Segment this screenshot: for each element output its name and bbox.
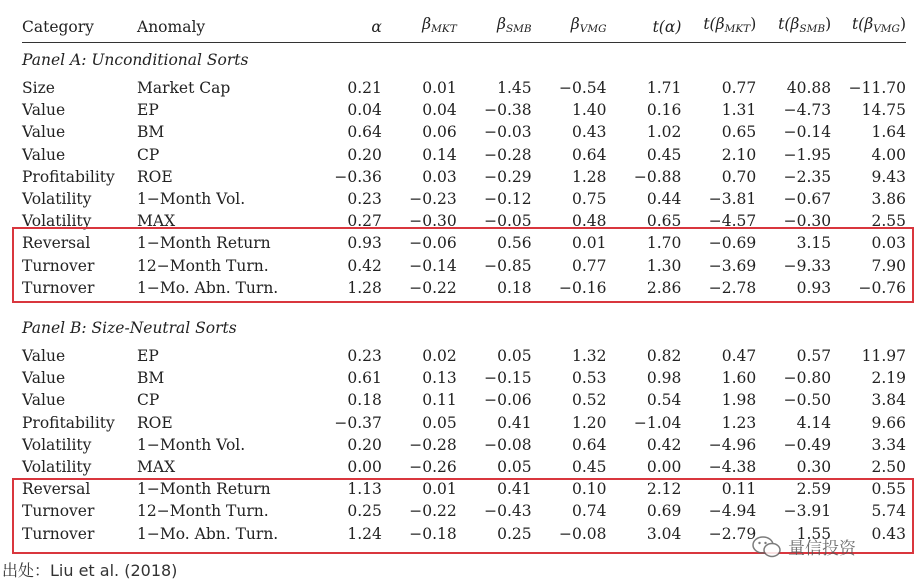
value-cell: 2.86: [646, 278, 682, 297]
value-cell: 9.43: [871, 167, 906, 186]
value-cell: 0.54: [646, 391, 682, 410]
value-cell: 0.14: [422, 145, 457, 164]
value-cell: 0.64: [571, 435, 607, 454]
panel-b-row: [22, 367, 906, 389]
anomaly-cell: MAX: [137, 458, 176, 477]
value-cell: −0.36: [334, 167, 382, 186]
value-cell: −0.76: [858, 278, 906, 297]
category-cell: Turnover: [22, 256, 95, 275]
value-cell: 0.64: [571, 145, 607, 164]
value-cell: −0.88: [633, 167, 682, 186]
value-cell: 1.28: [571, 167, 607, 186]
value-cell: −3.81: [708, 190, 757, 209]
category-cell: Value: [22, 101, 66, 120]
value-cell: −0.80: [783, 369, 832, 388]
value-cell: 2.50: [871, 458, 906, 477]
panel-b-row: [22, 345, 906, 367]
value-cell: 0.93: [347, 234, 382, 253]
value-cell: 0.11: [422, 391, 457, 410]
value-cell: 0.45: [646, 145, 682, 164]
panel-a-row: [22, 144, 906, 166]
value-cell: 5.74: [871, 502, 906, 521]
value-cell: 1.32: [571, 347, 607, 366]
value-cell: 0.43: [871, 524, 906, 543]
panel-b-title: Panel B: Size-Neutral Sorts: [22, 319, 237, 338]
anomaly-cell: 1−Month Return: [137, 234, 271, 253]
value-cell: 3.84: [871, 391, 906, 410]
value-cell: 1.28: [347, 278, 382, 297]
value-cell: 3.04: [646, 524, 682, 543]
category-cell: Volatility: [22, 212, 92, 231]
panel-a-row: [22, 121, 906, 143]
value-cell: −0.05: [484, 212, 532, 231]
value-cell: 0.77: [571, 256, 607, 275]
header-t-beta-mkt: $t(\beta_{MKT})$: [681, 11, 756, 43]
value-cell: −0.08: [559, 524, 607, 543]
value-cell: 0.41: [497, 413, 532, 432]
value-cell: −4.96: [708, 435, 757, 454]
value-cell: 1.23: [721, 413, 757, 432]
value-cell: 1.20: [571, 413, 607, 432]
value-cell: 0.45: [571, 458, 607, 477]
panel-a-row: [22, 166, 906, 188]
value-cell: 3.15: [796, 234, 832, 253]
value-cell: −3.69: [708, 256, 757, 275]
value-cell: 0.04: [422, 101, 457, 120]
category-cell: Volatility: [22, 435, 92, 454]
header-t-beta-smb: $t(\beta_{SMB})$: [756, 11, 831, 43]
value-cell: 0.10: [571, 480, 607, 499]
category-cell: Reversal: [22, 234, 91, 253]
value-cell: 0.11: [721, 480, 757, 499]
value-cell: −1.04: [633, 413, 682, 432]
value-cell: −0.14: [409, 256, 457, 275]
value-cell: 0.27: [347, 212, 382, 231]
category-cell: Profitability: [22, 167, 115, 186]
value-cell: −0.37: [334, 413, 382, 432]
value-cell: 0.06: [422, 123, 457, 142]
value-cell: −0.29: [484, 167, 532, 186]
value-cell: −0.16: [559, 278, 607, 297]
value-cell: −0.85: [484, 256, 532, 275]
value-cell: 0.65: [721, 123, 757, 142]
value-cell: 0.01: [422, 480, 457, 499]
panel-b-row: [22, 434, 906, 456]
value-cell: 0.43: [571, 123, 607, 142]
value-cell: 0.70: [721, 167, 757, 186]
anomaly-cell: ROE: [137, 167, 173, 186]
category-cell: Volatility: [22, 458, 92, 477]
value-cell: 2.59: [796, 480, 832, 499]
value-cell: −4.57: [708, 212, 757, 231]
value-cell: −9.33: [783, 256, 832, 275]
header-beta-vmg: $\beta_{VMG}$: [532, 11, 607, 43]
value-cell: 11.97: [861, 347, 906, 366]
value-cell: 1.02: [646, 123, 682, 142]
category-cell: Value: [22, 369, 66, 388]
value-cell: 0.52: [571, 391, 607, 410]
value-cell: 2.55: [871, 212, 906, 231]
value-cell: 14.75: [861, 101, 906, 120]
value-cell: 0.48: [571, 212, 607, 231]
value-cell: 0.93: [796, 278, 832, 297]
value-cell: 0.55: [871, 480, 906, 499]
value-cell: −0.22: [409, 278, 457, 297]
value-cell: 1.31: [721, 101, 757, 120]
value-cell: −0.49: [783, 435, 832, 454]
value-cell: −0.67: [783, 190, 832, 209]
value-cell: −0.69: [708, 234, 757, 253]
panel-b-row: [22, 456, 906, 478]
value-cell: 0.05: [422, 413, 457, 432]
value-cell: 0.25: [347, 502, 382, 521]
value-cell: −0.38: [484, 101, 532, 120]
value-cell: 0.47: [721, 347, 757, 366]
value-cell: 0.05: [497, 458, 532, 477]
value-cell: 0.41: [497, 480, 532, 499]
value-cell: −4.73: [783, 101, 832, 120]
value-cell: −0.06: [409, 234, 457, 253]
category-cell: Value: [22, 347, 66, 366]
value-cell: 0.53: [571, 369, 607, 388]
value-cell: 3.34: [871, 435, 906, 454]
value-cell: −0.08: [484, 435, 532, 454]
value-cell: 0.21: [347, 79, 382, 97]
value-cell: 0.01: [571, 234, 607, 253]
value-cell: −2.79: [708, 524, 757, 543]
category-cell: Turnover: [22, 524, 95, 543]
anomaly-cell: BM: [137, 123, 165, 142]
panel-a-row: [22, 188, 906, 210]
anomaly-cell: CP: [137, 391, 160, 410]
value-cell: 1.71: [646, 79, 682, 97]
value-cell: 0.03: [422, 167, 457, 186]
value-cell: −0.43: [484, 502, 532, 521]
header-beta-smb: $\beta_{SMB}$: [457, 11, 532, 43]
value-cell: 0.00: [646, 458, 682, 477]
value-cell: −3.91: [783, 502, 832, 521]
value-cell: −0.14: [783, 123, 832, 142]
value-cell: 0.13: [422, 369, 457, 388]
value-cell: −4.94: [708, 502, 757, 521]
value-cell: 9.66: [871, 413, 906, 432]
anomaly-cell: EP: [137, 347, 159, 366]
value-cell: −0.12: [484, 190, 532, 209]
panel-a-title: Panel A: Unconditional Sorts: [22, 51, 249, 69]
value-cell: 0.64: [347, 123, 382, 142]
category-cell: Reversal: [22, 480, 91, 499]
value-cell: −0.28: [484, 145, 532, 164]
category-cell: Value: [22, 145, 66, 164]
value-cell: 0.20: [347, 435, 382, 454]
highlight-box-panel-a: [12, 227, 914, 303]
anomaly-cell: ROE: [137, 413, 173, 432]
panel-b-title-row: [22, 311, 906, 345]
anomaly-cell: 1−Mo. Abn. Turn.: [137, 524, 279, 543]
category-cell: Volatility: [22, 190, 92, 209]
value-cell: 0.56: [497, 234, 532, 253]
value-cell: 0.23: [347, 190, 382, 209]
value-cell: 1.40: [571, 101, 607, 120]
anomaly-cell: 12−Month Turn.: [137, 256, 269, 275]
value-cell: 40.88: [786, 79, 832, 97]
value-cell: 0.00: [347, 458, 382, 477]
value-cell: −2.35: [783, 167, 832, 186]
value-cell: 0.03: [871, 234, 906, 253]
value-cell: −2.78: [708, 278, 757, 297]
value-cell: 4.00: [871, 145, 906, 164]
value-cell: −0.23: [409, 190, 457, 209]
anomaly-cell: MAX: [137, 212, 176, 231]
value-cell: −0.50: [783, 391, 832, 410]
value-cell: 2.10: [721, 145, 757, 164]
value-cell: 1.98: [721, 391, 757, 410]
value-cell: 0.69: [646, 502, 682, 521]
value-cell: 1.45: [497, 79, 532, 97]
panel-b-row: [22, 389, 906, 411]
value-cell: 2.12: [646, 480, 682, 499]
value-cell: −0.30: [409, 212, 457, 231]
value-cell: 0.98: [646, 369, 682, 388]
value-cell: 0.44: [646, 190, 682, 209]
value-cell: 0.18: [497, 278, 532, 297]
value-cell: −0.30: [783, 212, 832, 231]
value-cell: −11.70: [848, 79, 906, 97]
value-cell: 0.02: [422, 347, 457, 366]
anomaly-cell: Market Cap: [137, 79, 231, 97]
anomaly-cell: EP: [137, 101, 159, 120]
value-cell: 1.60: [721, 369, 757, 388]
value-cell: −0.54: [559, 79, 607, 97]
header-alpha: α: [307, 11, 382, 43]
value-cell: 0.61: [347, 369, 382, 388]
wechat-icon: [752, 536, 782, 558]
header-beta-mkt: $\beta_{MKT}$: [382, 11, 457, 43]
value-cell: −1.95: [783, 145, 832, 164]
value-cell: 0.77: [721, 79, 757, 97]
value-cell: 0.18: [347, 391, 382, 410]
header-category: Category: [22, 11, 137, 43]
value-cell: 0.23: [347, 347, 382, 366]
value-cell: 0.74: [571, 502, 607, 521]
anomaly-cell: 1−Month Vol.: [137, 435, 246, 454]
value-cell: −0.06: [484, 391, 532, 410]
value-cell: 0.42: [347, 256, 382, 275]
value-cell: 0.57: [796, 347, 832, 366]
header-t-alpha: t(α): [607, 11, 682, 43]
panel-b-row: [22, 412, 906, 434]
value-cell: 0.75: [571, 190, 607, 209]
value-cell: 7.90: [871, 256, 906, 275]
category-cell: Turnover: [22, 502, 95, 521]
watermark: [752, 534, 856, 559]
header-anomaly: Anomaly: [137, 11, 307, 43]
value-cell: 0.01: [422, 79, 457, 97]
value-cell: −0.22: [409, 502, 457, 521]
panel-a-row: [22, 99, 906, 121]
value-cell: 0.82: [646, 347, 682, 366]
anomaly-cell: 12−Month Turn.: [137, 502, 269, 521]
source-note: 出处：Liu et al. (2018): [2, 561, 178, 580]
category-cell: Value: [22, 123, 66, 142]
watermark-text: 量信投资: [788, 539, 856, 559]
value-cell: 1.24: [347, 524, 382, 543]
value-cell: 1.30: [646, 256, 682, 275]
category-cell: Value: [22, 391, 66, 410]
value-cell: −0.26: [409, 458, 457, 477]
value-cell: 3.86: [871, 190, 906, 209]
value-cell: 1.13: [347, 480, 382, 499]
anomaly-cell: 1−Month Vol.: [137, 190, 246, 209]
value-cell: −0.18: [409, 524, 457, 543]
category-cell: Profitability: [22, 413, 115, 432]
value-cell: 0.30: [796, 458, 832, 477]
value-cell: 0.04: [347, 101, 382, 120]
value-cell: 0.20: [347, 145, 382, 164]
panel-a-title-row: [22, 43, 906, 78]
anomaly-cell: 1−Mo. Abn. Turn.: [137, 278, 279, 297]
value-cell: 1.64: [871, 123, 906, 142]
category-cell: Size: [22, 79, 55, 97]
category-cell: Turnover: [22, 278, 95, 297]
value-cell: −4.38: [708, 458, 757, 477]
value-cell: 0.65: [646, 212, 682, 231]
anomaly-cell: 1−Month Return: [137, 480, 271, 499]
value-cell: −0.03: [484, 123, 532, 142]
value-cell: 1.70: [646, 234, 682, 253]
value-cell: −0.28: [409, 435, 457, 454]
value-cell: 0.25: [497, 524, 532, 543]
value-cell: 0.42: [646, 435, 682, 454]
value-cell: −0.15: [484, 369, 532, 388]
value-cell: 4.14: [796, 413, 832, 432]
header-t-beta-vmg: $t(\beta_{VMG})$: [831, 11, 906, 43]
anomaly-cell: CP: [137, 145, 160, 164]
value-cell: 0.05: [497, 347, 532, 366]
anomaly-cell: BM: [137, 369, 165, 388]
header-row: [22, 11, 906, 43]
value-cell: 0.16: [646, 101, 682, 120]
panel-a-row: [22, 77, 906, 99]
value-cell: 2.19: [871, 369, 906, 388]
value-cell: 1.55: [796, 524, 832, 543]
